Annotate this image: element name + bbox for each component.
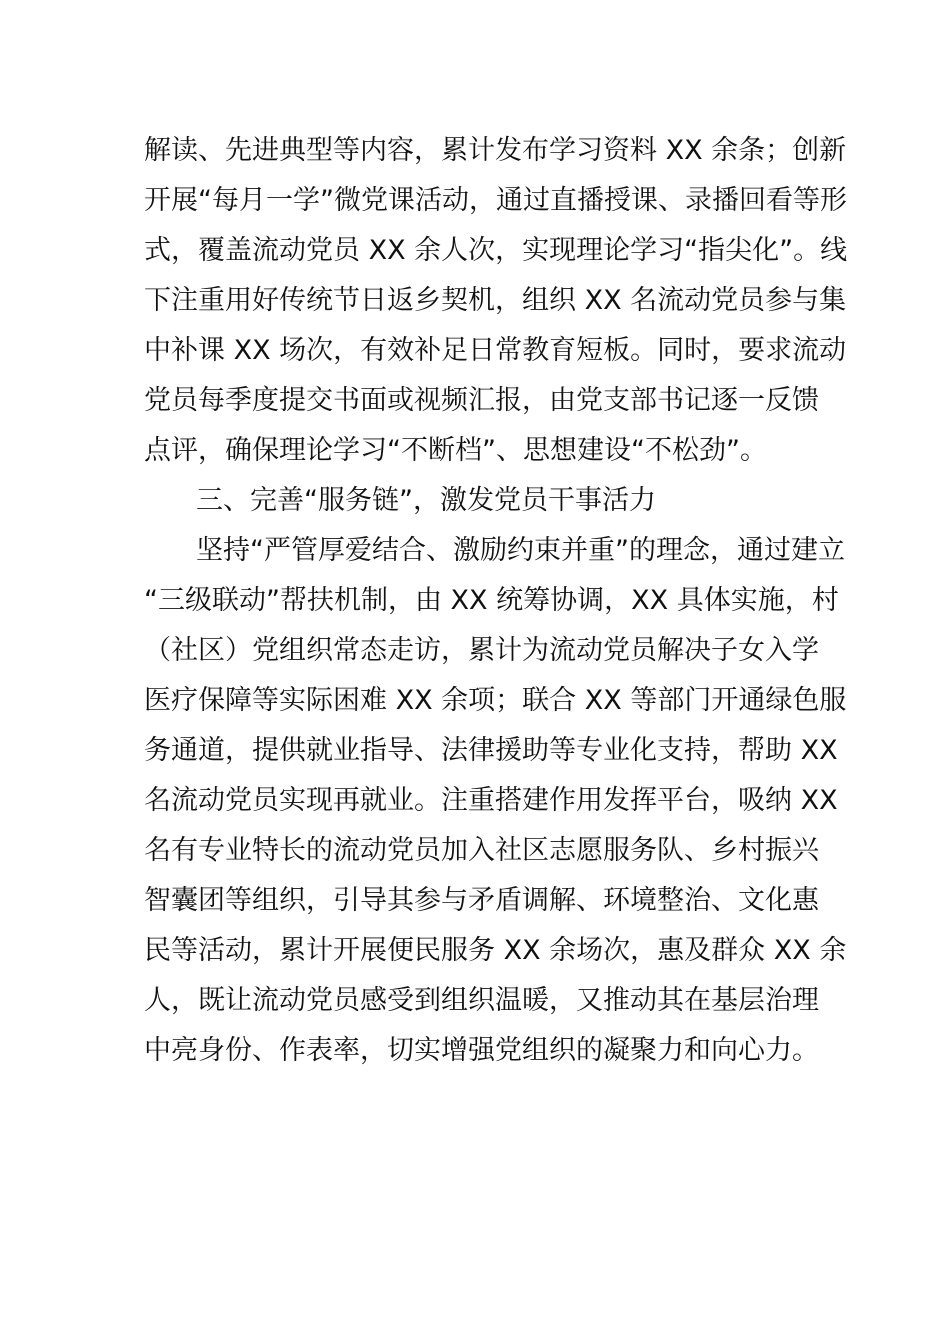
body-line: 医疗保障等实际困难 XX 余项；联合 XX 等部门开通绿色服 xyxy=(144,685,847,716)
document-body xyxy=(144,126,848,1076)
section-heading: 三、完善“服务链”，激发党员干事活力 xyxy=(196,485,656,516)
body-line: 名有专业特长的流动党员加入社区志愿服务队、乡村振兴 xyxy=(144,835,819,866)
body-line: 党员每季度提交书面或视频汇报，由党支部书记逐一反馈 xyxy=(144,385,819,416)
paragraph-first-line: 坚持“严管厚爱结合、激励约束并重”的理念，通过建立 xyxy=(196,535,845,566)
body-line: 人，既让流动党员感受到组织温暖，又推动其在基层治理 xyxy=(144,985,819,1016)
body-line: 中补课 XX 场次，有效补足日常教育短板。同时，要求流动 xyxy=(144,335,847,366)
body-line: 中亮身份、作表率，切实增强党组织的凝聚力和向心力。 xyxy=(144,1035,819,1066)
body-line: 民等活动，累计开展便民服务 XX 余场次，惠及群众 XX 余 xyxy=(144,935,847,966)
body-line: 解读、先进典型等内容，累计发布学习资料 XX 余条；创新 xyxy=(144,135,847,166)
body-line: 点评，确保理论学习“不断档”、思想建设“不松劲”。 xyxy=(144,435,767,466)
body-line: （社区）党组织常态走访，累计为流动党员解决子女入学 xyxy=(144,635,819,666)
body-line: 智囊团等组织，引导其参与矛盾调解、环境整治、文化惠 xyxy=(144,885,819,916)
body-line: 式，覆盖流动党员 XX 余人次，实现理论学习“指尖化”。线 xyxy=(144,235,848,266)
body-line: 名流动党员实现再就业。注重搭建作用发挥平台，吸纳 XX xyxy=(144,785,838,816)
body-line: 下注重用好传统节日返乡契机，组织 XX 名流动党员参与集 xyxy=(144,285,847,316)
body-line: “三级联动”帮扶机制，由 XX 统筹协调，XX 具体实施，村 xyxy=(144,585,839,616)
body-line: 务通道，提供就业指导、法律援助等专业化支持，帮助 XX xyxy=(144,735,838,766)
body-line: 开展“每月一学”微党课活动，通过直播授课、录播回看等形 xyxy=(144,185,847,216)
